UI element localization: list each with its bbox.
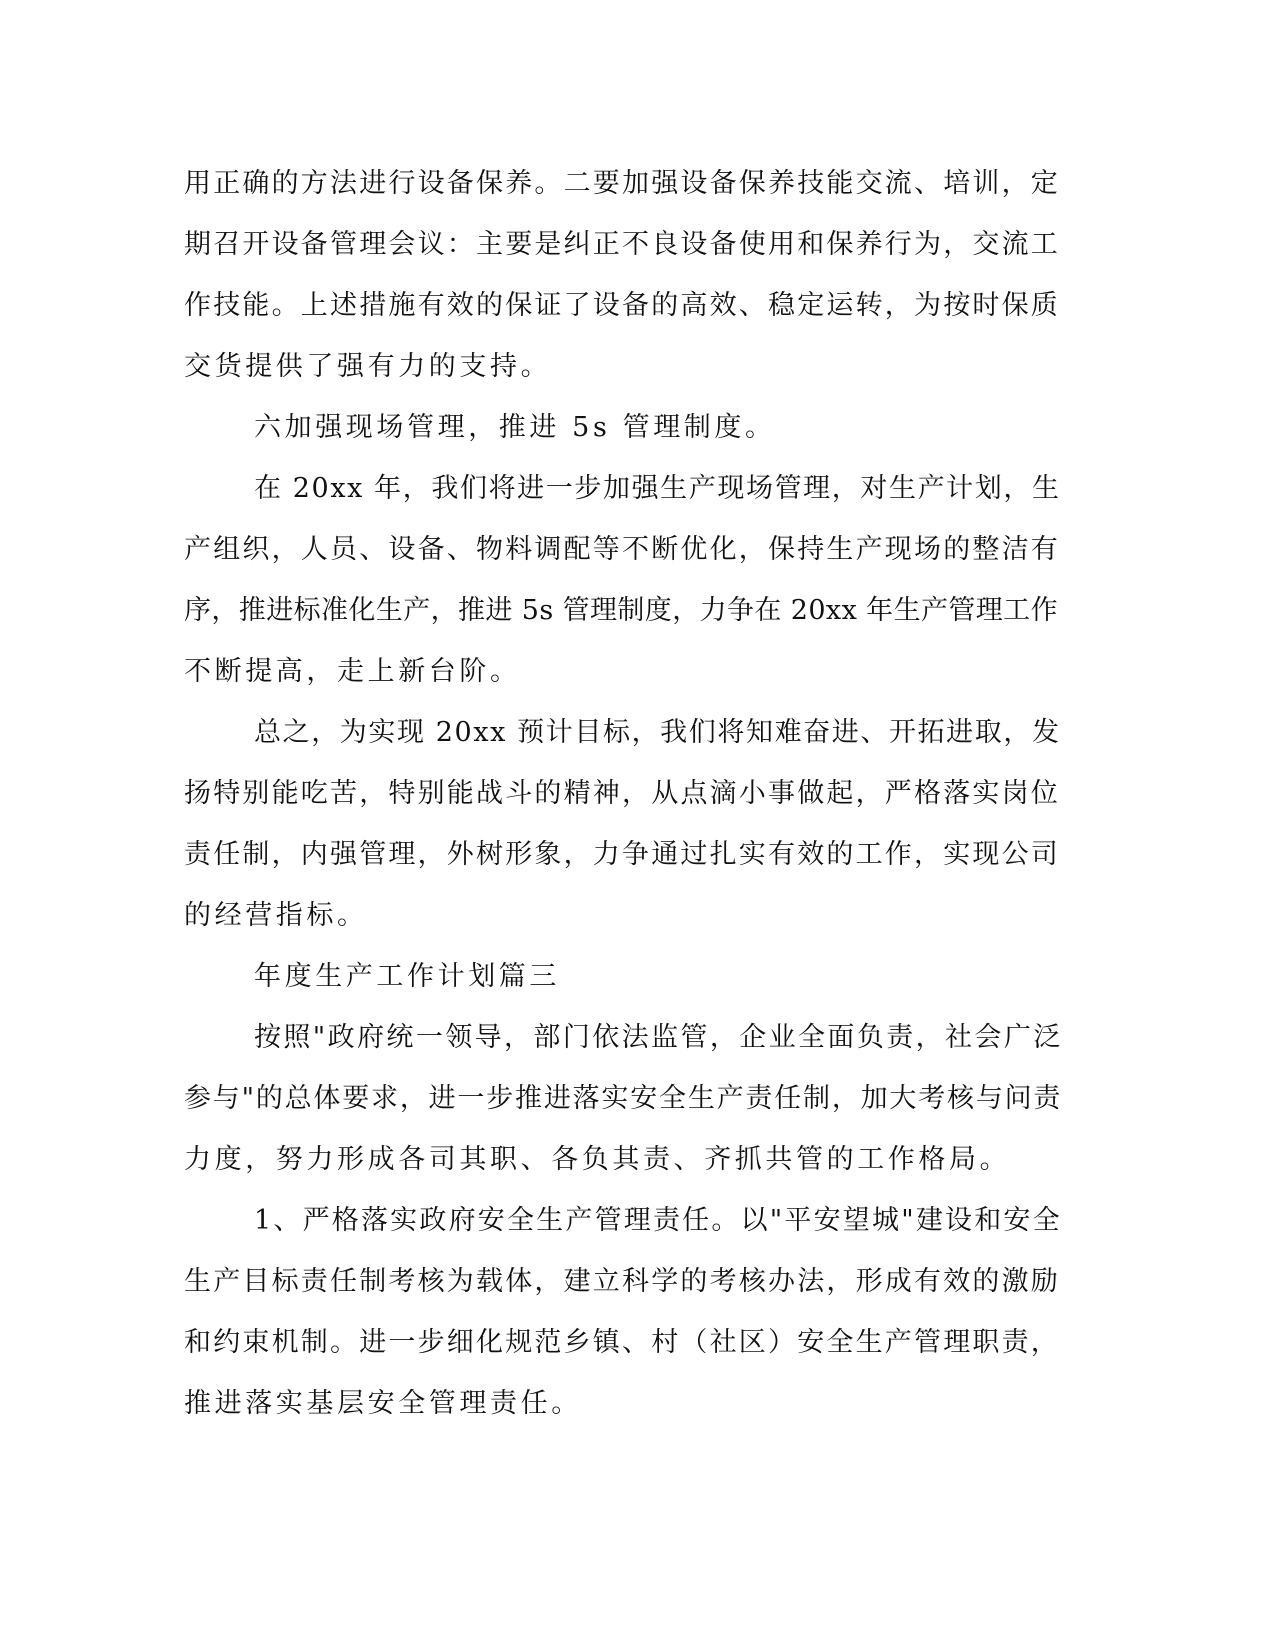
text-line: 交货提供了强有力的支持。: [184, 351, 552, 382]
text-line: 推进落实基层安全管理责任。: [184, 1388, 582, 1419]
text-line: 责任制，内强管理，外树形象，力争通过扎实有效的工作，实现公司: [184, 839, 1060, 870]
text-line: 的经营指标。: [184, 900, 368, 931]
list-item-heading: 1、严格落实政府安全生产管理责任。以"平安望城"建设和安全: [254, 1205, 1062, 1236]
text-line: 产组织，人员、设备、物料调配等不断优化，保持生产现场的整洁有: [184, 534, 1060, 565]
text-line: 在 20xx 年，我们将进一步加强生产现场管理，对生产计划，生: [254, 473, 1061, 504]
text-line: 生产目标责任制考核为载体，建立科学的考核办法，形成有效的激励: [184, 1266, 1060, 1297]
text-line: 总之，为实现 20xx 预计目标，我们将知难奋进、开拓进取，发: [254, 717, 1061, 748]
document-body: [184, 153, 1064, 1434]
section-title: 年度生产工作计划篇三: [254, 961, 560, 992]
text-line: 不断提高，走上新台阶。: [184, 656, 521, 687]
text-line: 扬特别能吃苦，特别能战斗的精神，从点滴小事做起，严格落实岗位: [184, 778, 1060, 809]
text-line: 作技能。上述措施有效的保证了设备的高效、稳定运转，为按时保质: [184, 290, 1060, 321]
section-heading: 六加强现场管理，推进 5s 管理制度。: [254, 412, 776, 443]
text-line: 期召开设备管理会议：主要是纠正不良设备使用和保养行为，交流工: [184, 229, 1060, 260]
text-line: 和约束机制。进一步细化规范乡镇、村（社区）安全生产管理职责，: [184, 1327, 1060, 1358]
text-line: 参与"的总体要求，进一步推进落实安全生产责任制，加大考核与问责: [184, 1083, 1063, 1114]
text-line: 用正确的方法进行设备保养。二要加强设备保养技能交流、培训，定: [184, 168, 1060, 199]
text-line: 按照"政府统一领导，部门依法监管，企业全面负责，社会广泛: [254, 1022, 1063, 1053]
text-line: 序，推进标准化生产，推进 5s 管理制度，力争在 20xx 年生产管理工作: [184, 595, 1058, 626]
text-line: 力度，努力形成各司其职、各负其责、齐抓共管的工作格局。: [184, 1144, 1011, 1175]
